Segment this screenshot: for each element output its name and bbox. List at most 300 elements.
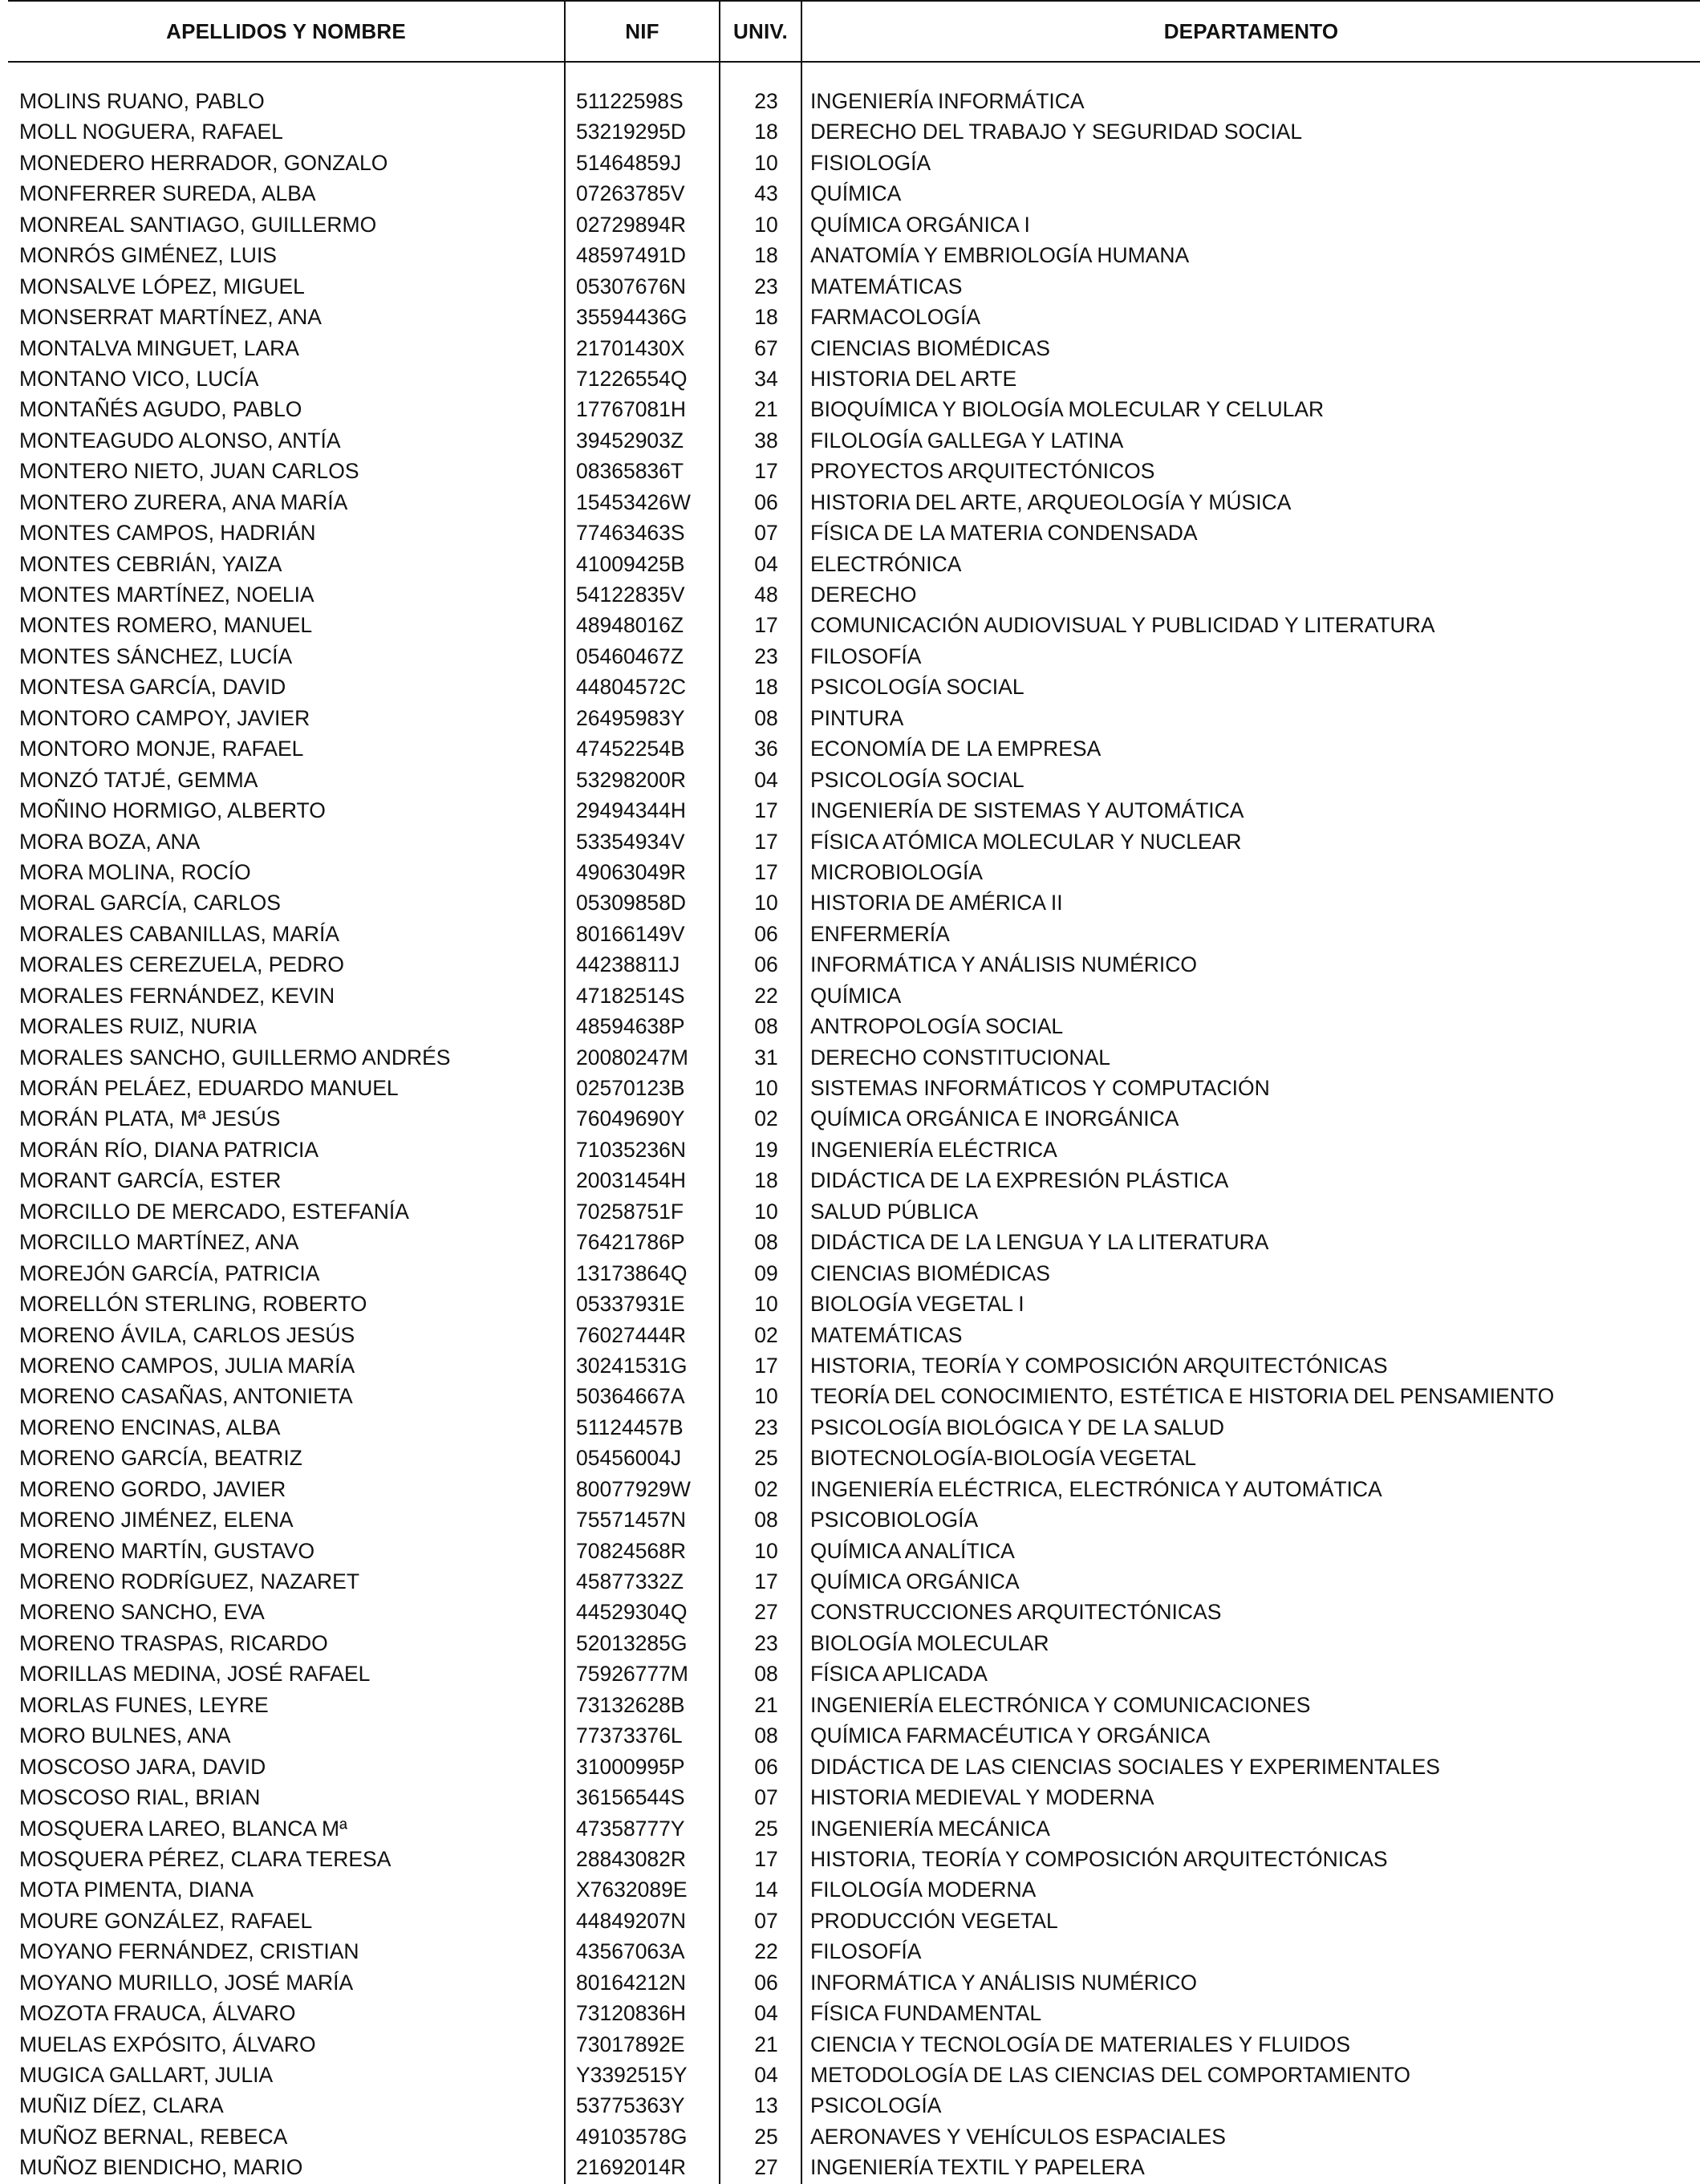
row-univ: 18 <box>754 305 778 330</box>
row-departamento: PSICOLOGÍA SOCIAL <box>810 767 1024 792</box>
row-univ: 18 <box>754 243 778 268</box>
row-nif: 02729894R <box>576 212 687 237</box>
row-name: MORANT GARCÍA, ESTER <box>19 1168 282 1193</box>
row-departamento: TEORÍA DEL CONOCIMIENTO, ESTÉTICA E HISTORIA DEL PENSAMIENTO <box>810 1384 1555 1409</box>
row-departamento: PSICOLOGÍA <box>810 2093 942 2118</box>
table-row <box>8 1566 1700 1597</box>
row-univ: 17 <box>754 859 778 884</box>
row-univ: 17 <box>754 1569 778 1593</box>
row-name: MOSQUERA LAREO, BLANCA Mª <box>19 1816 347 1841</box>
row-univ: 19 <box>754 1137 778 1162</box>
header-departamento: DEPARTAMENTO <box>1163 18 1339 43</box>
table-row <box>8 1720 1700 1751</box>
row-univ: 34 <box>754 366 778 391</box>
row-nif: 02570123B <box>576 1076 685 1100</box>
row-name: MORALES FERNÁNDEZ, KEVIN <box>19 983 335 1008</box>
row-univ: 18 <box>754 120 778 144</box>
row-name: MONTEAGUDO ALONSO, ANTÍA <box>19 428 341 453</box>
row-departamento: HISTORIA, TEORÍA Y COMPOSICIÓN ARQUITECTÓNICAS <box>810 1846 1388 1871</box>
row-departamento: PSICOLOGÍA SOCIAL <box>810 675 1024 700</box>
row-departamento: CONSTRUCCIONES ARQUITECTÓNICAS <box>810 1600 1222 1625</box>
row-name: MORENO RODRÍGUEZ, NAZARET <box>19 1569 360 1593</box>
row-nif: 29494344H <box>576 798 687 823</box>
row-departamento: HISTORIA DEL ARTE <box>810 366 1017 391</box>
row-univ: 17 <box>754 1353 778 1378</box>
row-nif: 70258751F <box>576 1199 684 1224</box>
row-name: MONRÓS GIMÉNEZ, LUIS <box>19 243 277 268</box>
row-univ: 08 <box>754 1508 778 1532</box>
row-nif: 71035236N <box>576 1137 687 1162</box>
row-name: MORLAS FUNES, LEYRE <box>19 1692 269 1717</box>
row-univ: 18 <box>754 1168 778 1193</box>
table-row <box>8 1412 1700 1443</box>
row-name: MONSALVE LÓPEZ, MIGUEL <box>19 274 305 298</box>
row-name: MORILLAS MEDINA, JOSÉ RAFAEL <box>19 1662 371 1687</box>
table-row <box>8 363 1700 394</box>
row-name: MONEDERO HERRADOR, GONZALO <box>19 150 388 175</box>
row-name: MOYANO MURILLO, JOSÉ MARÍA <box>19 1970 354 1995</box>
row-nif: 75926777M <box>576 1662 688 1687</box>
row-name: MONTES ROMERO, MANUEL <box>19 613 313 638</box>
row-departamento: PSICOBIOLOGÍA <box>810 1508 979 1532</box>
table-row <box>8 86 1700 116</box>
row-univ: 04 <box>754 767 778 792</box>
row-nif: 52013285G <box>576 1630 688 1655</box>
row-name: MORALES CEREZUELA, PEDRO <box>19 952 344 977</box>
table-row <box>8 1782 1700 1813</box>
row-departamento: MATEMÁTICAS <box>810 274 963 298</box>
row-departamento: FILOSOFÍA <box>810 643 922 668</box>
row-univ: 21 <box>754 397 778 422</box>
row-departamento: HISTORIA, TEORÍA Y COMPOSICIÓN ARQUITECTÓNICAS <box>810 1353 1388 1378</box>
table-row <box>8 1628 1700 1658</box>
row-departamento: QUÍMICA <box>810 983 902 1008</box>
table-row <box>8 672 1700 702</box>
row-name: MONSERRAT MARTÍNEZ, ANA <box>19 305 322 330</box>
table-row <box>8 1874 1700 1905</box>
row-univ: 02 <box>754 1476 778 1501</box>
row-departamento: SALUD PÚBLICA <box>810 1199 979 1224</box>
row-departamento: PINTURA <box>810 705 904 730</box>
row-nif: 28843082R <box>576 1846 687 1871</box>
row-departamento: CIENCIAS BIOMÉDICAS <box>810 1260 1050 1285</box>
row-departamento: SISTEMAS INFORMÁTICOS Y COMPUTACIÓN <box>810 1076 1270 1100</box>
row-name: MONFERRER SUREDA, ALBA <box>19 181 316 206</box>
row-nif: 48597491D <box>576 243 687 268</box>
row-name: MOREJÓN GARCÍA, PATRICIA <box>19 1260 320 1285</box>
row-departamento: QUÍMICA FARMACÉUTICA Y ORGÁNICA <box>810 1723 1211 1748</box>
row-univ: 23 <box>754 274 778 298</box>
row-departamento: QUÍMICA <box>810 181 902 206</box>
row-departamento: QUÍMICA ORGÁNICA <box>810 1569 1020 1593</box>
row-univ: 07 <box>754 1908 778 1933</box>
row-nif: 80166149V <box>576 921 685 946</box>
row-name: MORA MOLINA, ROCÍO <box>19 859 251 884</box>
row-name: MONTES MARTÍNEZ, NOELIA <box>19 583 314 607</box>
row-departamento: INGENIERÍA ELÉCTRICA <box>810 1137 1057 1162</box>
row-nif: 48948016Z <box>576 613 684 638</box>
row-departamento: QUÍMICA ANALÍTICA <box>810 1538 1015 1563</box>
table-row <box>8 1906 1700 1936</box>
row-univ: 27 <box>754 2155 778 2180</box>
row-name: MORENO GORDO, JAVIER <box>19 1476 286 1501</box>
table-row <box>8 1165 1700 1196</box>
row-univ: 17 <box>754 459 778 484</box>
row-univ: 08 <box>754 1723 778 1748</box>
row-departamento: HISTORIA MEDIEVAL Y MODERNA <box>810 1785 1154 1810</box>
row-nif: 80077929W <box>576 1476 691 1501</box>
row-nif: 54122835V <box>576 583 685 607</box>
row-name: MONTORO CAMPOY, JAVIER <box>19 705 310 730</box>
row-departamento: CIENCIA Y TECNOLOGÍA DE MATERIALES Y FLUIDOS <box>810 2032 1351 2056</box>
row-univ: 02 <box>754 1322 778 1347</box>
row-nif: 53775363Y <box>576 2093 685 2118</box>
row-name: MUÑIZ DÍEZ, CLARA <box>19 2093 224 2118</box>
row-departamento: QUÍMICA ORGÁNICA E INORGÁNICA <box>810 1106 1179 1131</box>
row-name: MONTES SÁNCHEZ, LUCÍA <box>19 643 293 668</box>
table-row <box>8 1381 1700 1411</box>
row-departamento: FILOSOFÍA <box>810 1939 922 1964</box>
row-name: MUÑOZ BIENDICHO, MARIO <box>19 2155 303 2180</box>
row-name: MORENO SANCHO, EVA <box>19 1600 265 1625</box>
row-nif: 05460467Z <box>576 643 684 668</box>
row-departamento: INFORMÁTICA Y ANÁLISIS NUMÉRICO <box>810 1970 1198 1995</box>
row-name: MORÁN RÍO, DIANA PATRICIA <box>19 1137 319 1162</box>
row-name: MORENO CASAÑAS, ANTONIETA <box>19 1384 353 1409</box>
row-name: MORCILLO MARTÍNEZ, ANA <box>19 1230 299 1255</box>
row-univ: 22 <box>754 983 778 1008</box>
table-row <box>8 487 1700 518</box>
row-name: MONTERO ZURERA, ANA MARÍA <box>19 489 348 514</box>
row-departamento: DERECHO CONSTITUCIONAL <box>810 1045 1110 1070</box>
row-univ: 23 <box>754 89 778 113</box>
row-departamento: BIOTECNOLOGÍA-BIOLOGÍA VEGETAL <box>810 1446 1197 1471</box>
row-nif: 80164212N <box>576 1970 687 1995</box>
table-row <box>8 549 1700 579</box>
row-nif: 44529304Q <box>576 1600 688 1625</box>
row-univ: 17 <box>754 1846 778 1871</box>
row-departamento: INGENIERÍA INFORMÁTICA <box>810 89 1085 113</box>
row-nif: 76421786P <box>576 1230 685 1255</box>
row-name: MORA BOZA, ANA <box>19 829 201 854</box>
row-departamento: QUÍMICA ORGÁNICA I <box>810 212 1030 237</box>
table-row <box>8 209 1700 240</box>
row-nif: 08365836T <box>576 459 684 484</box>
row-departamento: DIDÁCTICA DE LA LENGUA Y LA LITERATURA <box>810 1230 1269 1255</box>
row-departamento: FÍSICA ATÓMICA MOLECULAR Y NUCLEAR <box>810 829 1242 854</box>
table-row <box>8 2121 1700 2152</box>
row-nif: 47182514S <box>576 983 685 1008</box>
row-univ: 36 <box>754 737 778 761</box>
row-departamento: FILOLOGÍA GALLEGA Y LATINA <box>810 428 1124 453</box>
row-nif: 70824568R <box>576 1538 687 1563</box>
row-nif: 77373376L <box>576 1723 683 1748</box>
row-univ: 22 <box>754 1939 778 1964</box>
row-nif: 44804572C <box>576 675 687 700</box>
table-row <box>8 1844 1700 1874</box>
row-nif: 47358777Y <box>576 1816 685 1841</box>
table-row <box>8 1536 1700 1566</box>
row-nif: X7632089E <box>576 1878 688 1902</box>
table-row <box>8 302 1700 332</box>
row-departamento: MICROBIOLOGÍA <box>810 859 983 884</box>
table-row <box>8 2029 1700 2060</box>
row-nif: 49063049R <box>576 859 687 884</box>
row-univ: 08 <box>754 705 778 730</box>
table-row <box>8 610 1700 640</box>
row-name: MORALES RUIZ, NURIA <box>19 1014 257 1039</box>
row-name: MOURE GONZÁLEZ, RAFAEL <box>19 1908 313 1933</box>
row-name: MORCILLO DE MERCADO, ESTEFANÍA <box>19 1199 409 1224</box>
row-nif: 44849207N <box>576 1908 687 1933</box>
table-row <box>8 2090 1700 2121</box>
row-univ: 18 <box>754 675 778 700</box>
row-univ: 08 <box>754 1230 778 1255</box>
row-departamento: DERECHO <box>810 583 917 607</box>
table-row <box>8 1350 1700 1381</box>
row-departamento: ECONOMÍA DE LA EMPRESA <box>810 737 1102 761</box>
row-univ: 48 <box>754 583 778 607</box>
table-row <box>8 1752 1700 1782</box>
row-name: MORALES CABANILLAS, MARÍA <box>19 921 340 946</box>
row-name: MONZÓ TATJÉ, GEMMA <box>19 767 258 792</box>
row-nif: 05307676N <box>576 274 687 298</box>
row-univ: 07 <box>754 1785 778 1810</box>
row-nif: 51464859J <box>576 150 682 175</box>
table-row <box>8 1998 1700 2028</box>
row-univ: 06 <box>754 489 778 514</box>
row-name: MONTALVA MINGUET, LARA <box>19 335 299 360</box>
table-row <box>8 1258 1700 1289</box>
row-univ: 14 <box>754 1878 778 1902</box>
row-name: MONTERO NIETO, JUAN CARLOS <box>19 459 359 484</box>
row-nif: Y3392515Y <box>576 2063 688 2087</box>
row-nif: 51122598S <box>576 89 684 113</box>
row-nif: 20080247M <box>576 1045 688 1070</box>
row-univ: 08 <box>754 1014 778 1039</box>
row-departamento: INGENIERÍA ELECTRÓNICA Y COMUNICACIONES <box>810 1692 1311 1717</box>
row-name: MORENO JIMÉNEZ, ELENA <box>19 1508 294 1532</box>
row-departamento: BIOQUÍMICA Y BIOLOGÍA MOLECULAR Y CELULAR <box>810 397 1325 422</box>
row-name: MUGICA GALLART, JULIA <box>19 2063 274 2087</box>
row-nif: 41009425B <box>576 551 685 576</box>
row-departamento: FILOLOGÍA MODERNA <box>810 1878 1037 1902</box>
table-row <box>8 1658 1700 1689</box>
table-row <box>8 1320 1700 1350</box>
row-univ: 23 <box>754 1415 778 1439</box>
row-departamento: DIDÁCTICA DE LA EXPRESIÓN PLÁSTICA <box>810 1168 1229 1193</box>
row-univ: 25 <box>754 1446 778 1471</box>
table-row <box>8 949 1700 980</box>
row-univ: 21 <box>754 1692 778 1717</box>
row-nif: 53298200R <box>576 767 687 792</box>
row-nif: 77463463S <box>576 521 685 546</box>
row-name: MORALES SANCHO, GUILLERMO ANDRÉS <box>19 1045 451 1070</box>
row-univ: 06 <box>754 921 778 946</box>
row-name: MORO BULNES, ANA <box>19 1723 231 1748</box>
row-departamento: BIOLOGÍA VEGETAL I <box>810 1292 1024 1317</box>
table-row <box>8 1103 1700 1134</box>
table-row <box>8 1813 1700 1844</box>
row-departamento: ELECTRÓNICA <box>810 551 962 576</box>
row-univ: 04 <box>754 2063 778 2087</box>
table-row <box>8 919 1700 949</box>
row-departamento: ENFERMERÍA <box>810 921 950 946</box>
table-row <box>8 703 1700 733</box>
row-univ: 04 <box>754 2001 778 2026</box>
row-departamento: INFORMÁTICA Y ANÁLISIS NUMÉRICO <box>810 952 1198 977</box>
row-name: MOSQUERA PÉREZ, CLARA TERESA <box>19 1846 392 1871</box>
row-departamento: MATEMÁTICAS <box>810 1322 963 1347</box>
table-row <box>8 795 1700 826</box>
row-univ: 31 <box>754 1045 778 1070</box>
table-row <box>8 456 1700 486</box>
row-univ: 06 <box>754 1754 778 1779</box>
row-name: MOZOTA FRAUCA, ÁLVARO <box>19 2001 296 2026</box>
row-nif: 44238811J <box>576 952 680 977</box>
table-row <box>8 1073 1700 1103</box>
row-univ: 27 <box>754 1600 778 1625</box>
row-nif: 26495983Y <box>576 705 685 730</box>
row-name: MONREAL SANTIAGO, GUILLERMO <box>19 212 377 237</box>
row-name: MONTANO VICO, LUCÍA <box>19 366 259 391</box>
row-name: MORENO ÁVILA, CARLOS JESÚS <box>19 1322 355 1347</box>
row-nif: 73017892E <box>576 2032 685 2056</box>
table-row <box>8 271 1700 302</box>
table-row <box>8 1443 1700 1473</box>
row-nif: 36156544S <box>576 1785 685 1810</box>
row-nif: 31000995P <box>576 1754 685 1779</box>
row-nif: 21692014R <box>576 2155 687 2180</box>
row-departamento: PRODUCCIÓN VEGETAL <box>810 1908 1058 1933</box>
row-name: MOYANO FERNÁNDEZ, CRISTIAN <box>19 1939 359 1964</box>
row-nif: 05309858D <box>576 891 687 915</box>
row-nif: 07263785V <box>576 181 685 206</box>
table-row <box>8 148 1700 178</box>
row-name: MOLINS RUANO, PABLO <box>19 89 265 113</box>
table-row <box>8 826 1700 857</box>
row-departamento: PROYECTOS ARQUITECTÓNICOS <box>810 459 1155 484</box>
table-row <box>8 1474 1700 1504</box>
row-nif: 17767081H <box>576 397 687 422</box>
row-name: MOSCOSO RIAL, BRIAN <box>19 1785 261 1810</box>
row-univ: 38 <box>754 428 778 453</box>
row-departamento: INGENIERÍA DE SISTEMAS Y AUTOMÁTICA <box>810 798 1244 823</box>
table-row <box>8 765 1700 795</box>
row-name: MORÁN PLATA, Mª JESÚS <box>19 1106 281 1131</box>
table-row <box>8 1504 1700 1535</box>
header-nif: NIF <box>625 18 659 43</box>
table-row <box>8 394 1700 424</box>
row-name: MONTAÑÉS AGUDO, PABLO <box>19 397 302 422</box>
table-row <box>8 2060 1700 2090</box>
table-row <box>8 518 1700 548</box>
table-row <box>8 1289 1700 1319</box>
table-row <box>8 641 1700 672</box>
table-row <box>8 1196 1700 1227</box>
row-name: MUELAS EXPÓSITO, ÁLVARO <box>19 2032 316 2056</box>
table-row <box>8 857 1700 887</box>
row-name: MORENO MARTÍN, GUSTAVO <box>19 1538 315 1563</box>
row-departamento: HISTORIA DE AMÉRICA II <box>810 891 1063 915</box>
row-name: MORENO ENCINAS, ALBA <box>19 1415 281 1439</box>
row-nif: 30241531G <box>576 1353 688 1378</box>
row-departamento: FÍSICA FUNDAMENTAL <box>810 2001 1042 2026</box>
header-name: APELLIDOS Y NOMBRE <box>166 18 406 43</box>
row-nif: 53354934V <box>576 829 685 854</box>
row-nif: 49103578G <box>576 2124 688 2149</box>
row-nif: 13173864Q <box>576 1260 688 1285</box>
row-univ: 10 <box>754 1076 778 1100</box>
row-univ: 04 <box>754 551 778 576</box>
row-departamento: COMUNICACIÓN AUDIOVISUAL Y PUBLICIDAD Y LITERATURA <box>810 613 1435 638</box>
row-departamento: INGENIERÍA ELÉCTRICA, ELECTRÓNICA Y AUTOMÁTICA <box>810 1476 1382 1501</box>
row-univ: 21 <box>754 2032 778 2056</box>
row-univ: 06 <box>754 952 778 977</box>
row-nif: 51124457B <box>576 1415 684 1439</box>
table-row <box>8 1967 1700 1998</box>
document-table <box>8 0 1700 2184</box>
table-row <box>8 425 1700 456</box>
row-nif: 15453426W <box>576 489 691 514</box>
row-nif: 76049690Y <box>576 1106 685 1131</box>
header-univ: UNIV. <box>733 18 788 43</box>
row-departamento: DIDÁCTICA DE LAS CIENCIAS SOCIALES Y EXPERIMENTALES <box>810 1754 1440 1779</box>
table-row <box>8 579 1700 610</box>
table-row <box>8 1011 1700 1041</box>
row-nif: 20031454H <box>576 1168 687 1193</box>
row-departamento: CIENCIAS BIOMÉDICAS <box>810 335 1050 360</box>
row-name: MONTES CAMPOS, HADRIÁN <box>19 521 316 546</box>
row-name: MONTES CEBRIÁN, YAIZA <box>19 551 282 576</box>
table-row <box>8 980 1700 1011</box>
row-departamento: FÍSICA APLICADA <box>810 1662 988 1687</box>
row-univ: 23 <box>754 643 778 668</box>
row-nif: 50364667A <box>576 1384 685 1409</box>
row-name: MOÑINO HORMIGO, ALBERTO <box>19 798 326 823</box>
row-name: MOTA PIMENTA, DIANA <box>19 1878 254 1902</box>
row-nif: 45877332Z <box>576 1569 684 1593</box>
row-name: MORÁN PELÁEZ, EDUARDO MANUEL <box>19 1076 399 1100</box>
row-nif: 05456004J <box>576 1446 682 1471</box>
row-departamento: PSICOLOGÍA BIOLÓGICA Y DE LA SALUD <box>810 1415 1224 1439</box>
row-univ: 13 <box>754 2093 778 2118</box>
row-departamento: BIOLOGÍA MOLECULAR <box>810 1630 1049 1655</box>
row-nif: 48594638P <box>576 1014 685 1039</box>
row-univ: 17 <box>754 798 778 823</box>
row-name: MUÑOZ BERNAL, REBECA <box>19 2124 288 2149</box>
row-univ: 67 <box>754 335 778 360</box>
row-departamento: HISTORIA DEL ARTE, ARQUEOLOGÍA Y MÚSICA <box>810 489 1292 514</box>
row-departamento: FÍSICA DE LA MATERIA CONDENSADA <box>810 521 1198 546</box>
row-name: MORENO CAMPOS, JULIA MARÍA <box>19 1353 355 1378</box>
row-nif: 76027444R <box>576 1322 687 1347</box>
row-nif: 75571457N <box>576 1508 687 1532</box>
row-univ: 06 <box>754 1970 778 1995</box>
table-row <box>8 1227 1700 1257</box>
row-name: MORENO TRASPAS, RICARDO <box>19 1630 328 1655</box>
row-nif: 05337931E <box>576 1292 685 1317</box>
table-row <box>8 178 1700 209</box>
row-departamento: INGENIERÍA MECÁNICA <box>810 1816 1050 1841</box>
row-name: MORELLÓN STERLING, ROBERTO <box>19 1292 367 1317</box>
row-name: MONTORO MONJE, RAFAEL <box>19 737 304 761</box>
row-univ: 02 <box>754 1106 778 1131</box>
table-row <box>8 2152 1700 2182</box>
table-row <box>8 333 1700 363</box>
table-row <box>8 1042 1700 1073</box>
row-nif: 21701430X <box>576 335 685 360</box>
